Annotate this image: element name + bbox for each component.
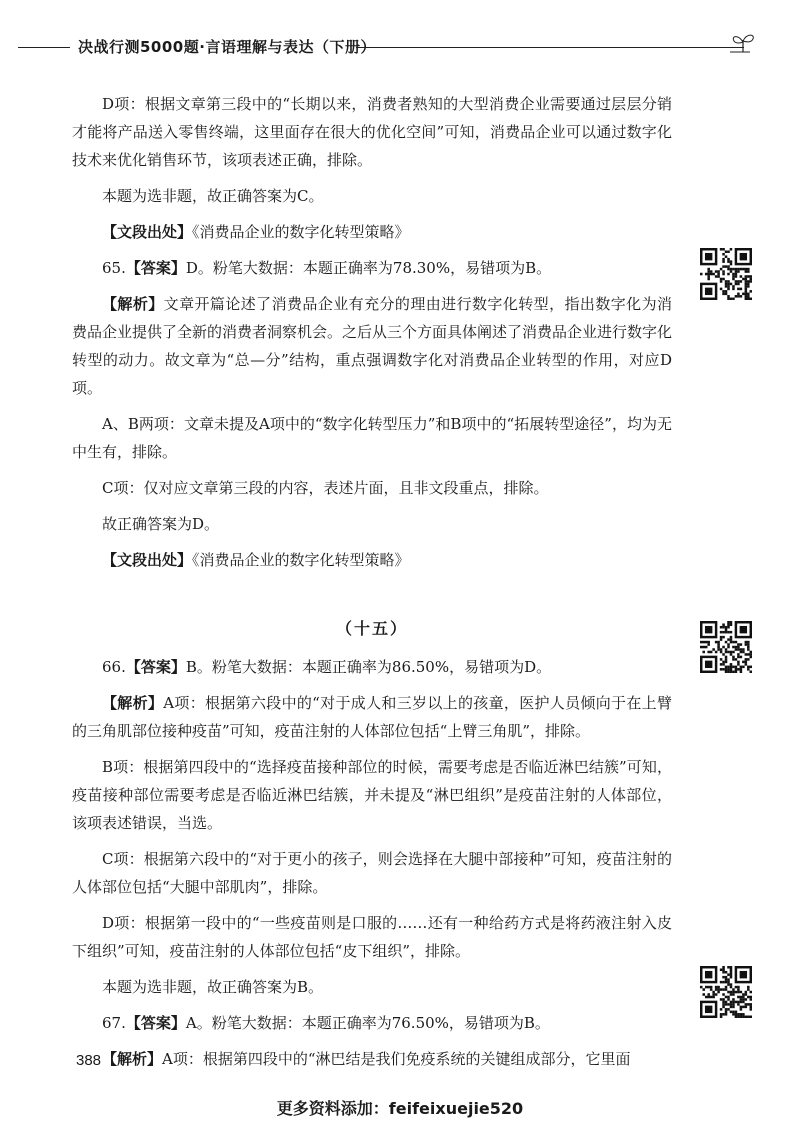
explanation-paragraph: C项：仅对应文章第三段的内容，表述片面，且非文段重点，排除。 (102, 479, 549, 497)
tagged-text: A项：根据第六段中的“对于成人和三岁以上的孩童，医护人员倾向于在上臂的三角肌部位接种疫苗”可知，疫苗注射的人体部位包括“上臂三角肌”，排除。 (72, 694, 672, 740)
answer-line (72, 254, 672, 282)
section-tag: 【文段出处】 (102, 551, 193, 569)
qr-code-q66[interactable] (700, 621, 752, 673)
header-rule-right (356, 47, 744, 48)
sprout-icon (728, 32, 758, 54)
section-tag: 【解析】 (102, 694, 164, 712)
explanation-paragraph: C项：根据第六段中的“对于更小的孩子，则会选择在大腿中部接种”可知，疫苗注射的人体部位包括“大腿中部肌肉”，排除。 (72, 850, 672, 896)
section-tag: 【答案】 (125, 658, 186, 676)
book-title: 决战行测5000题·言语理解与表达（下册） (78, 38, 376, 56)
explanation-paragraph: 故正确答案为D。 (102, 515, 220, 533)
tagged-text: D。粉笔大数据：本题正确率为78.30%，易错项为B。 (185, 259, 552, 277)
footer-note: 更多资料添加：feifeixuejie520 (276, 1099, 524, 1118)
section-tag: 【答案】 (125, 1014, 186, 1032)
qr-code-q65[interactable] (700, 248, 752, 300)
section-tag: 【答案】 (125, 259, 186, 277)
question-number: 67. (102, 1014, 126, 1032)
analysis-paragraph (72, 689, 672, 745)
explanation-paragraph: 本题为选非题，故正确答案为C。 (102, 187, 324, 205)
section-tag: 【解析】 (102, 1050, 163, 1068)
page-number: 388 (76, 1052, 102, 1069)
tagged-text: A项：根据第四段中的“淋巴结是我们免疫系统的关键组成部分，它里面 (162, 1050, 631, 1068)
question-number: 66. (102, 658, 126, 676)
answer-line (72, 1009, 672, 1037)
explanation-paragraph: A、B两项：文章未提及A项中的“数字化转型压力”和B项中的“拓展转型途径”，均为无中生有，排除。 (72, 415, 672, 461)
section-tag: 【文段出处】 (102, 223, 193, 241)
source-line (72, 546, 672, 574)
analysis-paragraph (72, 1045, 672, 1073)
source-line (72, 218, 672, 246)
explanation-paragraph: B项：根据第四段中的“选择疫苗接种部位的时候，需要考虑是否临近淋巴结簇”可知，疫苗接种部位需要考虑是否临近淋巴结簇，并未提及“淋巴组织”是疫苗注射的人体部位，该项表述错误，当选。 (72, 758, 672, 832)
explanation-paragraph: D项：根据文章第三段中的“长期以来，消费者熟知的大型消费企业需要通过层层分销才能将产品送入零售终端，这里面存在很大的优化空间”可知，消费品企业可以通过数字化技术来优化销售环节，该项表述正确，排除。 (72, 95, 672, 169)
section-tag: 【解析】 (102, 295, 164, 313)
tagged-text: B。粉笔大数据：本题正确率为86.50%，易错项为D。 (185, 658, 552, 676)
tagged-text: 《消费品企业的数字化转型策略》 (192, 223, 410, 241)
page-body (72, 90, 672, 1081)
tagged-text: A。粉笔大数据：本题正确率为76.50%，易错项为B。 (185, 1014, 550, 1032)
section-title: （十五） (335, 619, 408, 638)
explanation-paragraph: D项：根据第一段中的“一些疫苗则是口服的……还有一种给药方式是将药液注射入皮下组织”可知，疫苗注射的人体部位包括“皮下组织”，排除。 (72, 914, 672, 960)
header-rule-left (18, 47, 70, 48)
question-number: 65. (102, 259, 126, 277)
answer-line (72, 653, 672, 681)
running-header (0, 32, 800, 62)
qr-code-q67[interactable] (700, 966, 752, 1018)
analysis-paragraph (72, 290, 672, 402)
explanation-paragraph: 本题为选非题，故正确答案为B。 (102, 978, 324, 996)
tagged-text: 文章开篇论述了消费品企业有充分的理由进行数字化转型，指出数字化为消费品企业提供了全新的消费者洞察机会。之后从三个方面具体阐述了消费品企业进行数字化转型的动力。故文章为“总—分”结构，重点强调数字化对消费品企业转型的作用，对应D项。 (72, 295, 673, 397)
tagged-text: 《消费品企业的数字化转型策略》 (192, 551, 410, 569)
